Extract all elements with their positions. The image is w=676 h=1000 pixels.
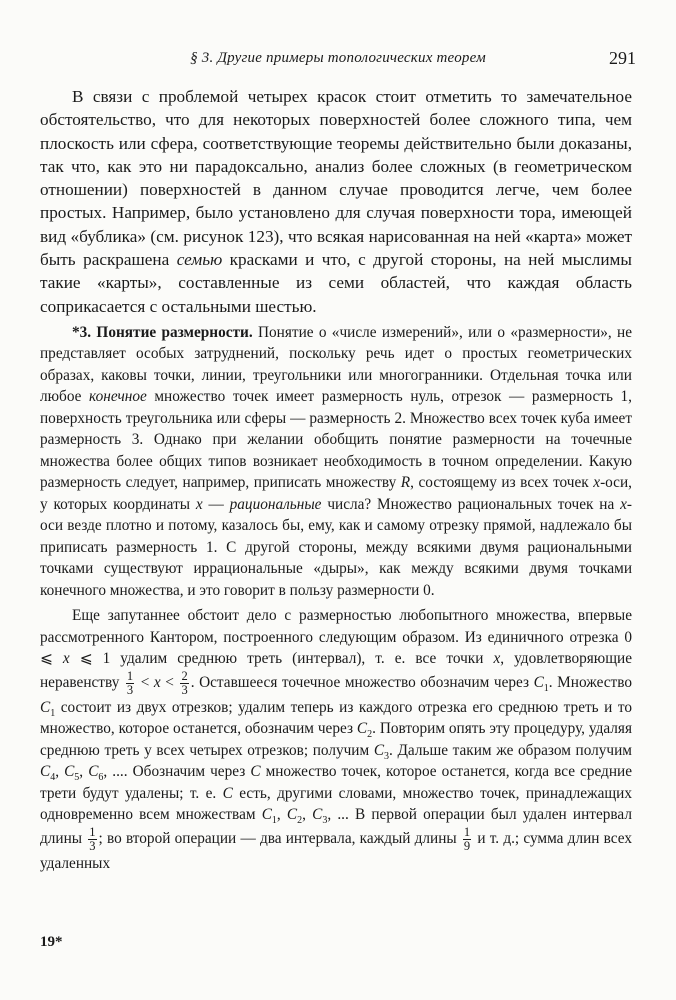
section-heading: *3. Понятие размерности. xyxy=(72,323,253,341)
math-variable: C xyxy=(286,806,298,824)
signature-mark: 19* xyxy=(40,934,63,950)
page-header xyxy=(40,48,636,74)
subscript: 4 xyxy=(50,772,56,784)
fraction xyxy=(126,670,134,697)
math-variable: x xyxy=(593,474,601,492)
paragraph-text: . Повторим опять эту процедуру, удаляя среднюю треть у всех четырех отрезков; получим xyxy=(40,720,632,759)
fraction xyxy=(180,670,188,697)
paragraph-torus xyxy=(40,85,632,318)
fraction-denominator: 9 xyxy=(463,838,471,853)
math-variable: x xyxy=(62,650,70,668)
page-body xyxy=(40,85,632,874)
paragraph-text: В связи с проблемой четырех красок стоит отметить то замечательное обстоятельство, что для некоторых поверхностей более сложного типа, чем плоскость или сфера, соответствующие теоремы действительно были доказаны, так что, как это ни парадоксально, анализ более сложных (в геометрическом отношении) поверхностей в данном случае проводится легче, чем более простых. Например, было установлено для случая поверхности тора, имеющей вид «бублика» (см. рисунок 123), что всякая нарисованная на ней «карта» может быть раскрашена xyxy=(40,87,632,270)
fraction xyxy=(463,826,471,853)
math-variable: x xyxy=(620,495,627,513)
subscript: 1 xyxy=(271,815,277,827)
fraction-denominator: 3 xyxy=(89,838,96,853)
math-variable: C xyxy=(312,806,323,824)
paragraph-text: . Дальше таким же образом получим xyxy=(389,741,632,759)
emphasis-text: семью xyxy=(176,250,223,270)
paragraph-text: , xyxy=(302,806,313,824)
paragraph-text: < xyxy=(160,673,179,691)
paragraph-text: числа? Множество рациональных точек на xyxy=(321,495,621,513)
math-variable: C xyxy=(356,720,368,738)
paragraph-text: , удовлетворяющие неравенству xyxy=(40,650,632,691)
subscript: 3 xyxy=(384,751,390,763)
math-variable: C xyxy=(88,763,99,781)
paragraph-text: — xyxy=(202,495,230,513)
subscript: 2 xyxy=(367,729,373,741)
math-variable: C xyxy=(261,806,272,824)
paragraph-text: < xyxy=(136,673,154,691)
paragraph-text: , состоящему из всех точек xyxy=(410,474,594,492)
paragraph-text: , xyxy=(276,806,287,824)
paragraph-text: . Оставшееся точечное множество обозначим через xyxy=(190,673,534,691)
paragraph-dimension xyxy=(40,322,632,602)
math-variable: x xyxy=(493,650,501,668)
paragraph-text: и т. д.; сумма длин всех удаленных xyxy=(40,829,633,872)
subscript: 5 xyxy=(74,772,80,784)
subscript: 2 xyxy=(297,815,303,827)
math-variable: C xyxy=(373,741,385,759)
fraction-numerator: 1 xyxy=(126,668,134,683)
emphasis-text: конечное xyxy=(89,388,147,406)
paragraph-text: красками и что, с другой стороны, на ней мыслимы такие «карты», составленные из семи областей, что каждая область соприкасается с остальными шестью. xyxy=(40,250,632,316)
fraction-denominator: 3 xyxy=(181,682,188,697)
paragraph-text: , ... В первой операции был удален интервал длины xyxy=(40,806,632,847)
page-number: 291 xyxy=(609,48,636,68)
paragraph-text: Понятие о «числе измерений», или о «размерности», не представляет особых затруднений, поскольку речь идет о простых геометрических образах, каковы точки, линии, треугольники или многогранники. Отдельная точка или любое xyxy=(40,323,632,406)
paragraph-cantor xyxy=(40,605,632,874)
math-variable: C xyxy=(222,784,233,802)
paragraph-text: ⩽ 1 удалим среднюю треть (интервал), т. е. все точки xyxy=(69,650,494,668)
math-variable: C xyxy=(250,763,261,781)
subscript: 1 xyxy=(543,683,549,695)
paragraph-text: есть, другими словами, множество точек, принадлежащих одновременно всем множествам xyxy=(40,784,632,824)
math-variable: C xyxy=(64,763,75,781)
paragraph-text: , xyxy=(55,763,65,781)
paragraph-text: , .... Обозначим через xyxy=(103,763,251,781)
emphasis-text: рациональные xyxy=(229,495,322,513)
running-head: § 3. Другие примеры топологических теорем xyxy=(190,50,486,66)
math-variable: C xyxy=(533,673,544,691)
paragraph-text: Еще запутаннее обстоит дело с размерностью любопытного множества, впервые рассмотренного Кантором, построенного следующим образом. Из единичного отрезка 0 ⩽ xyxy=(40,607,632,668)
fraction xyxy=(88,826,96,853)
paragraph-text: -оси везде плотно и потому, казалось бы, ему, как и самому отрезку прямой, надлежало бы приписать размерность 1. С другой стороны, между всякими двумя рациональными точками существуют иррациональные «дыры», как между всякими двумя точками конечного множества, и это говорит в пользу размерности 0. xyxy=(40,495,633,599)
subscript: 3 xyxy=(322,815,328,827)
paragraph-text: , xyxy=(79,763,89,781)
fraction-numerator: 1 xyxy=(463,824,471,839)
paragraph-text: состоит из двух отрезков; удалим теперь из каждого отрезка его среднюю треть и то множество, которое останется, обозначим через xyxy=(40,698,632,738)
paragraph-text: множество точек имеет размерность нуль, отрезок — размерность 1, поверхность треугольника или сферы — размерность 2. Множество всех точек куба имеет размерность 3. Однако при желании обобщить понятие размерности на точечные множества более общих типов возникает необходимость в точном определении. Какую размерность следует, например, приписать множеству xyxy=(40,388,632,492)
subscript: 6 xyxy=(98,772,104,784)
fraction-numerator: 2 xyxy=(181,668,188,683)
math-variable: C xyxy=(40,698,51,716)
math-variable: R xyxy=(400,474,411,492)
paragraph-text: -оси, у которых координаты xyxy=(40,474,632,513)
paragraph-text: множество точек, которое останется, когда все средние трети будут удалены; т. е. xyxy=(40,763,633,802)
paragraph-text: ; во второй операции — два интервала, каждый длины xyxy=(98,829,461,847)
math-variable: x xyxy=(153,673,161,691)
paragraph-text: . Множество xyxy=(548,673,633,691)
math-variable: x xyxy=(195,495,203,513)
subscript: 1 xyxy=(50,708,56,720)
math-variable: C xyxy=(40,763,51,781)
fraction-numerator: 1 xyxy=(89,824,96,839)
fraction-denominator: 3 xyxy=(126,682,134,697)
